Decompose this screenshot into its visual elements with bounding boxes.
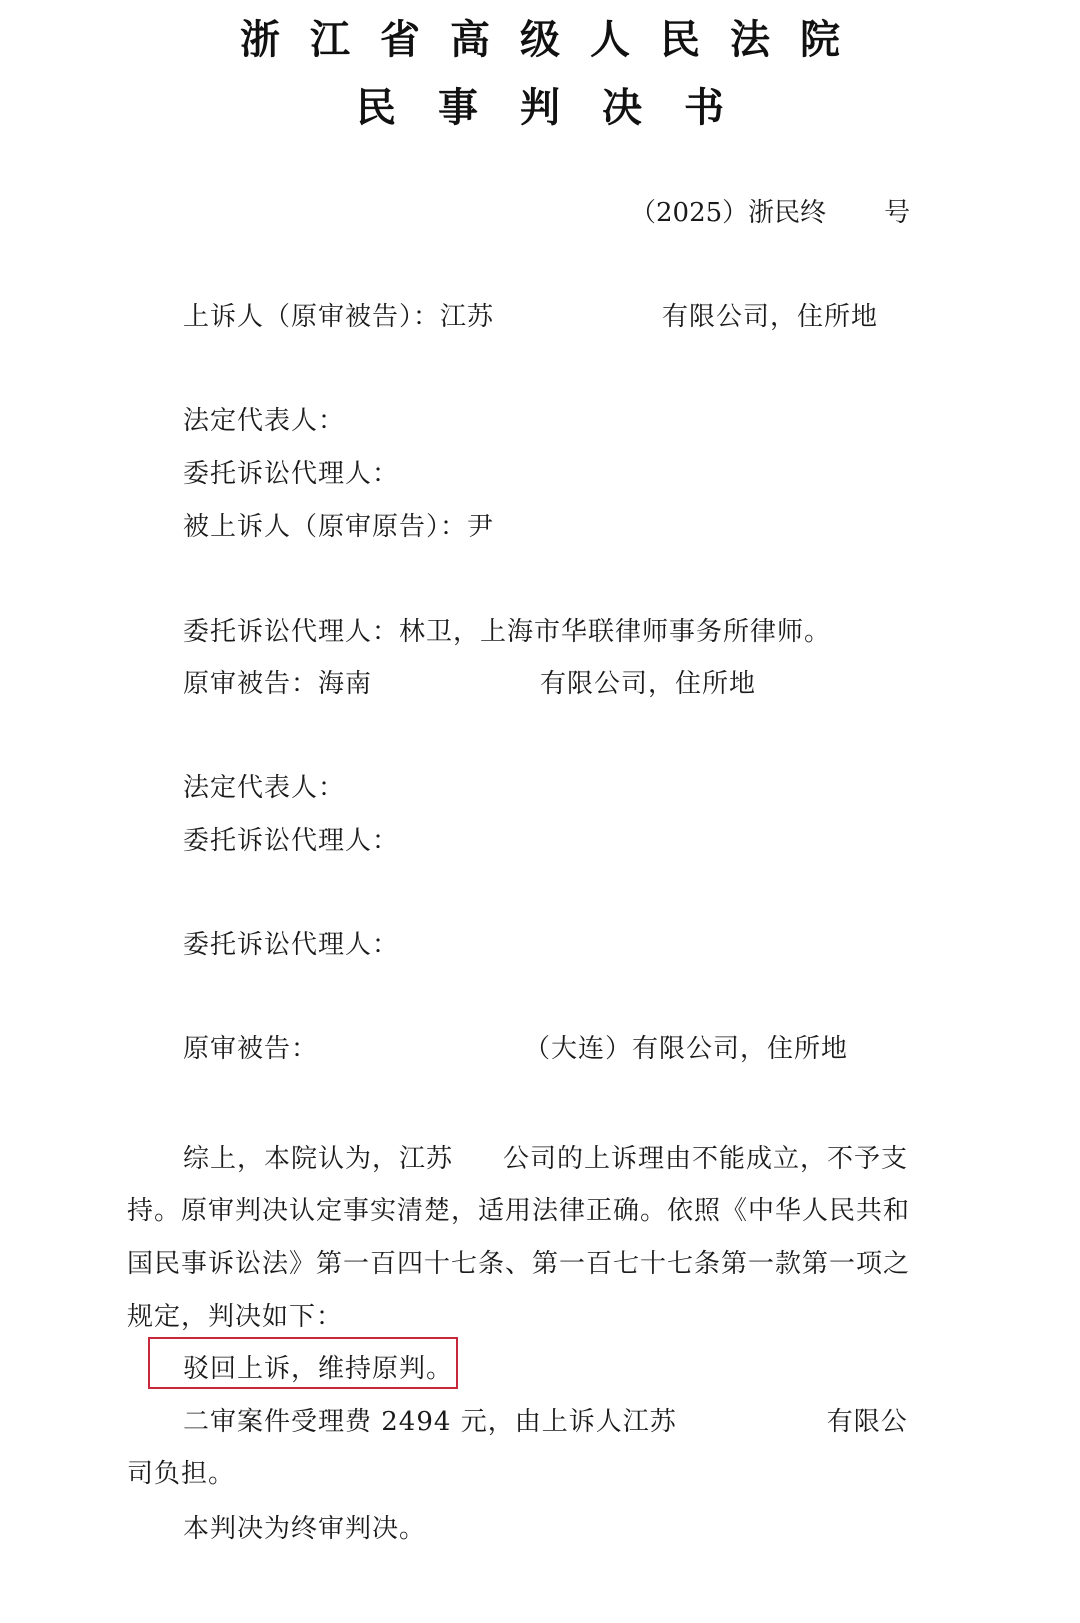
appellant-line	[183, 296, 878, 333]
appellee-agent-line: 委托诉讼代理人：林卫，上海市华联律师事务所律师。	[183, 617, 832, 647]
agent-line-3: 委托诉讼代理人：	[183, 930, 400, 960]
defendant1-name-end: 有限公司，住所地	[540, 669, 757, 699]
defendant1-line	[183, 663, 756, 700]
agent-line-1: 委托诉讼代理人：	[183, 459, 400, 489]
case-number	[630, 192, 910, 229]
judgment-para-line-3: 国民事诉讼法》第一百四十七条、第一百七十七条第一款第一项之	[127, 1249, 911, 1279]
final-judgment-line: 本判决为终审判决。	[183, 1514, 427, 1544]
appellant-label: 上诉人（原审被告）：	[183, 302, 441, 332]
fee-line-2: 司负担。	[127, 1459, 236, 1489]
case-number-suffix: 号	[884, 198, 911, 228]
document-type-heading: 民事判决书	[356, 85, 766, 131]
defendant2-name-end: （大连）有限公司，住所地	[524, 1034, 849, 1064]
judgment-para-line-1-start: 综上，本院认为，江苏	[183, 1144, 454, 1174]
appellant-name-end: 有限公司，住所地	[662, 302, 879, 332]
fee-line-1	[183, 1401, 908, 1438]
defendant2-line	[183, 1028, 848, 1065]
court-name-heading: 浙江省高级人民法院	[240, 17, 870, 63]
defendant1-name-start: 海南	[318, 669, 373, 699]
ruling-text: 驳回上诉，维持原判。	[183, 1354, 454, 1384]
fee-line-1-start: 二审案件受理费 2494 元，由上诉人江苏	[183, 1407, 677, 1437]
judgment-para-line-1	[183, 1138, 908, 1175]
agent-line-2: 委托诉讼代理人：	[183, 826, 400, 856]
fee-line-1-end: 有限公	[826, 1407, 908, 1437]
judgment-para-line-4: 规定，判决如下：	[127, 1302, 344, 1332]
legal-rep-line-2: 法定代表人：	[183, 773, 346, 803]
appellee-name: 尹	[467, 512, 495, 542]
appellee-line	[183, 506, 494, 543]
defendant1-label: 原审被告：	[183, 669, 319, 699]
appellee-label: 被上诉人（原审原告）：	[183, 512, 468, 542]
case-number-prefix: （2025）浙民终	[630, 198, 827, 228]
legal-rep-line-1: 法定代表人：	[183, 406, 346, 436]
judgment-para-line-2: 持。原审判决认定事实清楚，适用法律正确。依照《中华人民共和	[127, 1196, 911, 1226]
defendant2-label: 原审被告：	[183, 1034, 319, 1064]
judgment-para-line-1-end: 公司的上诉理由不能成立，不予支	[503, 1144, 909, 1174]
appellant-name-start: 江苏	[440, 302, 495, 332]
